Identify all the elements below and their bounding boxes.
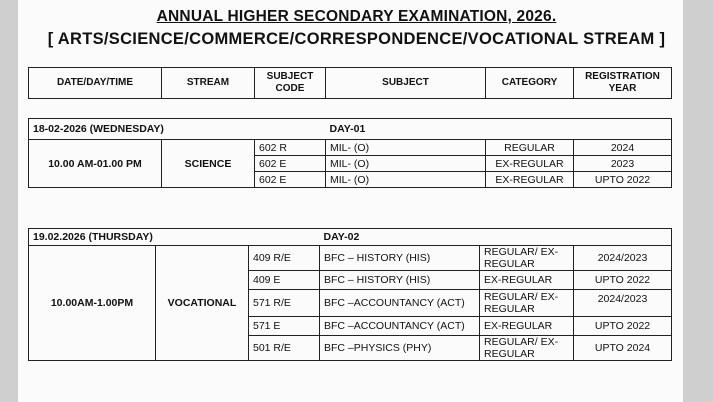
day2-row2-code: 409 E — [249, 271, 320, 290]
day2-stream: VOCATIONAL — [156, 246, 249, 361]
header-registration-year: REGISTRATION YEAR — [574, 68, 672, 99]
day2-row3-category: REGULAR/ EX-REGULAR — [480, 290, 574, 317]
right-margin — [683, 0, 713, 402]
day1-time: 10.00 AM-01.00 PM — [29, 140, 162, 188]
day1-row2-code: 602 E — [255, 156, 326, 172]
day2-row2-category: EX-REGULAR — [480, 271, 574, 290]
day2-row1-year: 2024/2023 — [574, 246, 672, 271]
day2-table — [28, 228, 672, 361]
day2-row5-category: REGULAR/ EX-REGULAR — [480, 336, 574, 361]
day1-table — [28, 118, 672, 188]
day1-row1-year: 2024 — [574, 140, 672, 156]
day2-row4-code: 571 E — [249, 317, 320, 336]
day1-date: 18-02-2026 (WEDNESDAY) — [29, 119, 326, 140]
day2-row2-year: UPTO 2022 — [574, 271, 672, 290]
day1-row2-year: 2023 — [574, 156, 672, 172]
day1-row3-code: 602 E — [255, 172, 326, 188]
day1-row3-year: UPTO 2022 — [574, 172, 672, 188]
day1-row3-category: EX-REGULAR — [486, 172, 574, 188]
day2-row3-subject: BFC –ACCOUNTANCY (ACT) — [320, 290, 480, 317]
day2-row1-code: 409 R/E — [249, 246, 320, 271]
day2-row5-code: 501 R/E — [249, 336, 320, 361]
day1-label: DAY-01 — [326, 119, 672, 140]
day2-row5-year: UPTO 2024 — [574, 336, 672, 361]
day2-row4-category: EX-REGULAR — [480, 317, 574, 336]
day2-row1-category: REGULAR/ EX-REGULAR — [480, 246, 574, 271]
header-subject: SUBJECT — [326, 68, 486, 99]
header-subject-code: SUBJECT CODE — [255, 68, 326, 99]
day1-row3-subject: MIL- (O) — [326, 172, 486, 188]
header-stream: STREAM — [162, 68, 255, 99]
day1-row1-subject: MIL- (O) — [326, 140, 486, 156]
day2-row3-year: 2024/2023 — [574, 290, 672, 317]
day1-row1-code: 602 R — [255, 140, 326, 156]
left-margin — [0, 0, 18, 402]
day2-date: 19.02.2026 (THURSDAY) — [29, 229, 320, 246]
exam-title: ANNUAL HIGHER SECONDARY EXAMINATION, 2026. — [156, 8, 557, 25]
header-category: CATEGORY — [486, 68, 574, 99]
day2-row3-code: 571 R/E — [249, 290, 320, 317]
exam-subtitle: [ ARTS/SCIENCE/COMMERCE/CORRESPONDENCE/VOCATIONAL STREAM ] — [47, 30, 666, 48]
day2-row2-subject: BFC – HISTORY (HIS) — [320, 271, 480, 290]
day1-row2-subject: MIL- (O) — [326, 156, 486, 172]
day1-row2-category: EX-REGULAR — [486, 156, 574, 172]
header-table — [28, 67, 672, 99]
day1-stream: SCIENCE — [162, 140, 255, 188]
day2-row4-year: UPTO 2022 — [574, 317, 672, 336]
day2-row5-subject: BFC –PHYSICS (PHY) — [320, 336, 480, 361]
day2-label: DAY-02 — [320, 229, 672, 246]
header-date-day-time: DATE/DAY/TIME — [29, 68, 162, 99]
day2-row4-subject: BFC –ACCOUNTANCY (ACT) — [320, 317, 480, 336]
day2-time: 10.00AM-1.00PM — [29, 246, 156, 361]
day1-row1-category: REGULAR — [486, 140, 574, 156]
day2-row1-subject: BFC – HISTORY (HIS) — [320, 246, 480, 271]
